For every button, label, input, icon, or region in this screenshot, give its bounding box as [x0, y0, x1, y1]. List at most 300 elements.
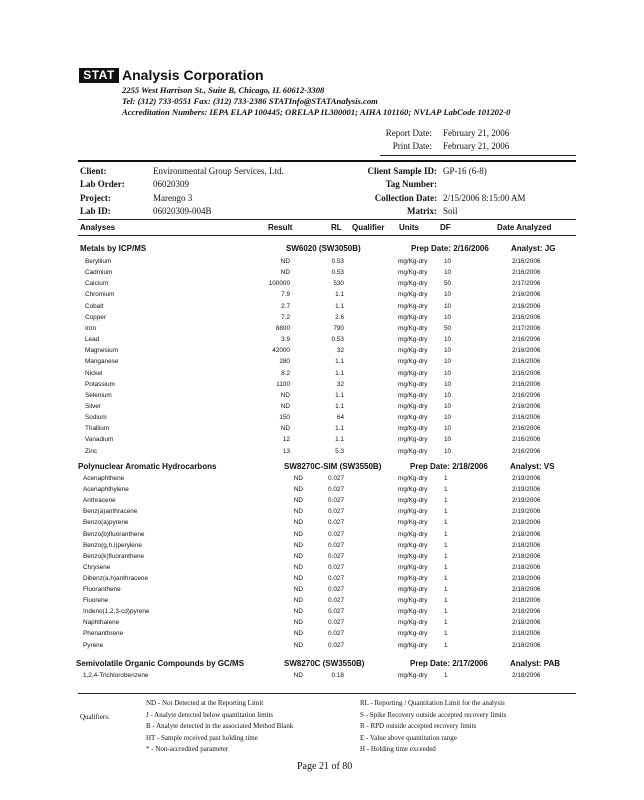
- analyte-name: Magnesium: [85, 347, 119, 355]
- company-logo: STAT: [79, 68, 119, 83]
- section-method: SW6020 (SW3050B): [286, 244, 361, 253]
- analyte-df: 10: [444, 269, 452, 277]
- table-row: [0, 595, 644, 606]
- analyte-rl: 0.027: [328, 563, 344, 571]
- analyte-result: 7.9: [281, 291, 290, 299]
- analyte-units: mg/Kg-dry: [398, 280, 428, 288]
- col-rl: RL: [331, 223, 342, 232]
- analyte-units: mg/Kg-dry: [398, 641, 428, 649]
- table-row: [0, 390, 644, 401]
- analyte-units: mg/Kg-dry: [398, 269, 428, 277]
- analyte-df: 10: [444, 258, 452, 265]
- analyte-rl: 0.027: [328, 475, 344, 482]
- analyte-result: ND: [293, 563, 303, 571]
- analyte-rl: 1.1: [335, 391, 344, 399]
- print-date-label: Print Date:: [392, 141, 432, 151]
- section-title: Polynuclear Aromatic Hydrocarbons: [78, 462, 217, 471]
- analyte-units: mg/Kg-dry: [398, 541, 428, 549]
- analyte-result: ND: [293, 608, 303, 616]
- section-analyst: Analyst: JG: [511, 244, 556, 253]
- analyte-date-analyzed: 2/16/2006: [512, 402, 541, 410]
- client-sample-label: Client Sample ID:: [367, 166, 437, 176]
- analyte-date-analyzed: 2/18/2006: [512, 619, 541, 627]
- section-analyst: Analyst: VS: [510, 462, 555, 471]
- analyte-date-analyzed: 2/18/2006: [512, 574, 541, 582]
- analyte-date-analyzed: 2/18/2006: [512, 586, 541, 593]
- table-row: [0, 584, 644, 595]
- qualifier-left: HT - Sample received past holding time: [146, 734, 258, 742]
- analyte-units: mg/Kg-dry: [398, 486, 428, 494]
- divider-header: [78, 160, 576, 162]
- analyte-df: 10: [444, 358, 452, 366]
- analyte-df: 10: [444, 425, 452, 433]
- analyte-result: ND: [280, 258, 290, 265]
- analyte-date-analyzed: 2/16/2006: [512, 414, 541, 422]
- table-row: [0, 334, 644, 345]
- analyte-result: 150: [279, 414, 290, 422]
- section-title: Metals by ICP/MS: [80, 244, 147, 253]
- table-row: [0, 640, 644, 651]
- analyte-result: ND: [293, 597, 303, 605]
- analyte-date-analyzed: 2/16/2006: [512, 391, 541, 399]
- analyte-df: 10: [444, 369, 452, 377]
- analyte-df: 10: [444, 436, 452, 444]
- analyte-rl: 1.1: [335, 358, 344, 366]
- table-row: [0, 323, 644, 334]
- analyte-units: mg/Kg-dry: [398, 336, 428, 344]
- analyte-date-analyzed: 2/18/2006: [512, 608, 541, 616]
- analyte-rl: 790: [333, 324, 344, 332]
- table-row: [0, 517, 644, 528]
- analyte-name: Beryllium: [85, 258, 112, 265]
- company-name: Analysis Corporation: [122, 67, 264, 83]
- analyte-result: ND: [280, 402, 290, 410]
- analyte-result: ND: [280, 269, 290, 277]
- analyte-result: 13: [282, 447, 290, 455]
- table-row: [0, 628, 644, 639]
- analyte-df: 50: [444, 280, 452, 288]
- analyte-rl: 1.1: [335, 436, 344, 444]
- qualifier-right: H - Holding time exceeded: [360, 745, 436, 753]
- analyte-df: 1: [444, 672, 448, 679]
- table-row: [0, 473, 644, 484]
- analyte-name: Acenaphthene: [83, 475, 125, 482]
- analyte-df: 1: [444, 619, 448, 627]
- matrix-label: Matrix:: [407, 206, 437, 216]
- analyte-name: Benzo(k)fluoranthene: [83, 552, 145, 560]
- analyte-df: 10: [444, 313, 452, 321]
- analyte-name: Dibenz(a,h)anthracene: [83, 574, 149, 582]
- analyte-df: 10: [444, 347, 452, 355]
- analyte-df: 1: [444, 563, 448, 571]
- table-row: [0, 446, 644, 457]
- matrix-value: Soil: [443, 206, 458, 216]
- analyte-units: mg/Kg-dry: [398, 436, 428, 444]
- analyte-units: mg/Kg-dry: [398, 552, 428, 560]
- analyte-rl: 0.027: [328, 508, 344, 516]
- analyte-result: ND: [293, 530, 303, 538]
- analyte-date-analyzed: 2/18/2006: [512, 563, 541, 571]
- table-row: [0, 412, 644, 423]
- table-row: [0, 267, 644, 278]
- table-row: [0, 312, 644, 323]
- analyte-result: 100000: [268, 280, 290, 288]
- analyte-units: mg/Kg-dry: [398, 475, 428, 482]
- analyte-name: Chrysene: [83, 563, 111, 571]
- analyte-rl: 0.53: [331, 336, 344, 344]
- analyte-date-analyzed: 2/16/2006: [512, 291, 541, 299]
- analyte-rl: 64: [336, 414, 344, 422]
- analyte-df: 1: [444, 574, 448, 582]
- analyte-date-analyzed: 2/18/2006: [512, 530, 541, 538]
- analyte-units: mg/Kg-dry: [398, 380, 428, 388]
- analyte-rl: 1.1: [335, 425, 344, 433]
- analyte-rl: 1.1: [335, 302, 344, 310]
- analyte-name: Cobalt: [85, 302, 104, 310]
- analyte-df: 10: [444, 391, 452, 399]
- analyte-name: Nickel: [85, 369, 103, 377]
- qualifier-right: R - RPD outside accepted recovery limits: [360, 722, 477, 730]
- analyte-name: Lead: [85, 336, 100, 344]
- analyte-name: Selenium: [85, 391, 112, 399]
- analyte-rl: 2.6: [335, 313, 344, 321]
- analyte-name: Benz(a)anthracene: [83, 508, 138, 516]
- analyte-rl: 0.027: [328, 619, 344, 627]
- analyte-units: mg/Kg-dry: [398, 391, 428, 399]
- analyte-units: mg/Kg-dry: [398, 519, 428, 527]
- qualifier-left: B - Analyte detected in the associated Method Blank: [146, 722, 294, 730]
- divider-dates: [380, 155, 576, 156]
- analyte-units: mg/Kg-dry: [398, 672, 428, 679]
- analyte-name: Chromium: [85, 291, 115, 299]
- analyte-name: Iron: [85, 324, 97, 332]
- analyte-name: Thallium: [85, 425, 110, 433]
- analyte-result: ND: [280, 391, 290, 399]
- table-row: [0, 617, 644, 628]
- analyte-result: ND: [293, 641, 303, 649]
- analyte-df: 1: [444, 552, 448, 560]
- analyte-result: ND: [293, 586, 303, 593]
- page-number: Page 21 of 80: [297, 761, 353, 772]
- analyte-units: mg/Kg-dry: [398, 313, 428, 321]
- report-date-value: February 21, 2006: [443, 128, 510, 138]
- analyte-name: Cadmium: [85, 269, 113, 277]
- analyte-name: Phenanthrene: [83, 630, 124, 638]
- analyte-name: Indeno(1,2,3-cd)pyrene: [83, 608, 150, 616]
- analyte-result: 8800: [275, 324, 290, 332]
- section-prep-date: Prep Date: 2/17/2006: [410, 659, 488, 668]
- analyte-result: 2.7: [281, 302, 290, 310]
- analyte-result: ND: [293, 619, 303, 627]
- col-qualifier: Qualifier: [352, 223, 385, 232]
- analyte-df: 1: [444, 497, 448, 505]
- analyte-date-analyzed: 2/19/2006: [512, 486, 541, 494]
- col-date-analyzed: Date Analyzed: [497, 223, 552, 232]
- col-units: Units: [399, 223, 419, 232]
- analyte-df: 50: [444, 324, 452, 332]
- analyte-date-analyzed: 2/19/2006: [512, 475, 541, 482]
- analyte-units: mg/Kg-dry: [398, 369, 428, 377]
- client-label: Client:: [80, 166, 107, 176]
- analyte-result: ND: [293, 475, 303, 482]
- analyte-units: mg/Kg-dry: [398, 324, 428, 332]
- analyte-rl: 0.53: [331, 258, 344, 265]
- analyte-rl: 5.3: [335, 447, 344, 455]
- analyte-name: Acenaphthylene: [83, 486, 129, 494]
- analyte-date-analyzed: 2/16/2006: [512, 347, 541, 355]
- analyte-date-analyzed: 2/16/2006: [512, 258, 541, 265]
- analyte-name: Benzo(a)pyrene: [83, 519, 129, 527]
- analyte-units: mg/Kg-dry: [398, 358, 428, 366]
- analyte-units: mg/Kg-dry: [398, 302, 428, 310]
- table-row: [0, 434, 644, 445]
- accreditation-numbers: Accreditation Numbers: IEPA ELAP 100445; ORELAP IL300001; AIHA 101160; NVLAP LabCode 101202-0: [122, 107, 511, 117]
- lab-order-label: Lab Order:: [80, 179, 125, 189]
- analyte-date-analyzed: 2/18/2006: [512, 552, 541, 560]
- analyte-units: mg/Kg-dry: [398, 530, 428, 538]
- analyte-name: Silver: [85, 402, 101, 410]
- analyte-df: 1: [444, 630, 448, 638]
- table-row: [0, 562, 644, 573]
- analyte-result: 12: [282, 436, 290, 444]
- analyte-units: mg/Kg-dry: [398, 563, 428, 571]
- lab-id-label: Lab ID:: [80, 206, 111, 216]
- analyte-name: Benzo(b)fluoranthene: [83, 530, 145, 538]
- section-method: SW8270C (SW3550B): [284, 659, 365, 668]
- analyte-rl: 0.027: [328, 519, 344, 527]
- analyte-df: 1: [444, 641, 448, 649]
- analyte-rl: 0.027: [328, 497, 344, 505]
- analyte-date-analyzed: 2/18/2006: [512, 597, 541, 605]
- analyte-df: 1: [444, 608, 448, 616]
- col-analyses: Analyses: [80, 223, 116, 232]
- qualifier-left: ND - Not Detected at the Reporting Limit: [146, 699, 264, 707]
- analyte-result: ND: [293, 552, 303, 560]
- project-value: Marengo 3: [153, 193, 193, 203]
- analyte-df: 10: [444, 414, 452, 422]
- analyte-date-analyzed: 2/18/2006: [512, 541, 541, 549]
- table-row: [0, 540, 644, 551]
- analyte-result: ND: [293, 672, 303, 679]
- table-row: [0, 484, 644, 495]
- analyte-date-analyzed: 2/16/2006: [512, 380, 541, 388]
- col-df: DF: [440, 223, 451, 232]
- table-row: [0, 356, 644, 367]
- collection-date-label: Collection Date:: [374, 193, 437, 203]
- analyte-df: 1: [444, 475, 448, 482]
- table-row: [0, 401, 644, 412]
- analyte-date-analyzed: 2/16/2006: [512, 358, 541, 366]
- qualifier-right: S - Spike Recovery outside accepted recovery limits: [360, 711, 507, 719]
- analyte-units: mg/Kg-dry: [398, 574, 428, 582]
- analyte-units: mg/Kg-dry: [398, 586, 428, 593]
- analyte-df: 1: [444, 508, 448, 516]
- table-row: [0, 506, 644, 517]
- col-result: Result: [268, 223, 293, 232]
- qualifier-right: RL - Reporting / Quantitation Limit for the analysis: [360, 699, 505, 707]
- analyte-name: Manganese: [85, 358, 119, 366]
- tag-number-label: Tag Number:: [385, 179, 437, 189]
- analyte-rl: 32: [336, 347, 344, 355]
- qualifier-left: * - Non-accredited parameter: [146, 745, 229, 753]
- table-row: [0, 289, 644, 300]
- analyte-df: 1: [444, 519, 448, 527]
- analyte-date-analyzed: 2/16/2006: [512, 302, 541, 310]
- analyte-rl: 32: [336, 380, 344, 388]
- table-row: [0, 670, 644, 681]
- table-row: [0, 551, 644, 562]
- analyte-date-analyzed: 2/18/2006: [512, 641, 541, 649]
- analyte-df: 10: [444, 291, 452, 299]
- analyte-units: mg/Kg-dry: [398, 402, 428, 410]
- section-method: SW8270C-SIM (SW3550B): [284, 462, 382, 471]
- analyte-result: 280: [279, 358, 290, 366]
- divider-meta: [78, 219, 576, 220]
- analyte-result: ND: [293, 486, 303, 494]
- analyte-date-analyzed: 2/16/2006: [512, 336, 541, 344]
- table-row: [0, 606, 644, 617]
- analyte-rl: 530: [333, 280, 344, 288]
- analyte-rl: 0.027: [328, 530, 344, 538]
- table-row: [0, 423, 644, 434]
- analyte-units: mg/Kg-dry: [398, 447, 428, 455]
- analyte-result: 42000: [272, 347, 290, 355]
- report-date-label: Report Date:: [385, 128, 432, 138]
- analyte-units: mg/Kg-dry: [398, 619, 428, 627]
- analyte-df: 10: [444, 336, 452, 344]
- analyte-units: mg/Kg-dry: [398, 597, 428, 605]
- analyte-units: mg/Kg-dry: [398, 347, 428, 355]
- table-row: [0, 368, 644, 379]
- analyte-result: ND: [293, 630, 303, 638]
- analyte-rl: 0.027: [328, 552, 344, 560]
- table-row: [0, 529, 644, 540]
- section-analyst: Analyst: PAB: [510, 659, 561, 668]
- client-value: Environmental Group Services, Ltd.: [153, 166, 284, 176]
- collection-date-value: 2/15/2006 8:15:00 AM: [443, 193, 526, 203]
- section-prep-date: Prep Date: 2/16/2006: [411, 244, 489, 253]
- analyte-rl: 0.027: [328, 586, 344, 593]
- analyte-units: mg/Kg-dry: [398, 630, 428, 638]
- table-row: [0, 573, 644, 584]
- analyte-result: ND: [280, 425, 290, 433]
- table-row: [0, 301, 644, 312]
- analyte-df: 10: [444, 402, 452, 410]
- analyte-units: mg/Kg-dry: [398, 508, 428, 516]
- table-row: [0, 345, 644, 356]
- client-sample-value: GP-16 (6-8): [443, 166, 487, 176]
- analyte-name: Naphthalene: [83, 619, 120, 627]
- analyte-name: Potassium: [85, 380, 115, 388]
- analyte-df: 1: [444, 530, 448, 538]
- analyte-result: 1100: [276, 380, 290, 388]
- analyte-date-analyzed: 2/16/2006: [512, 447, 541, 455]
- analyte-name: Calcium: [85, 280, 109, 288]
- qualifier-left: J - Analyte detected below quantitation limits: [146, 711, 274, 719]
- analyte-rl: 0.027: [328, 541, 344, 549]
- analyte-rl: 0.027: [328, 597, 344, 605]
- analyte-result: ND: [293, 497, 303, 505]
- analyte-name: Pyrene: [83, 641, 104, 649]
- analyte-units: mg/Kg-dry: [398, 414, 428, 422]
- analyte-units: mg/Kg-dry: [398, 258, 428, 265]
- analyte-df: 1: [444, 486, 448, 494]
- qualifier-right: E - Value above quantitation range: [360, 734, 457, 742]
- table-row: [0, 278, 644, 289]
- analyte-name: 1,2,4-Trichlorobenzene: [83, 672, 149, 679]
- analyte-result: ND: [293, 541, 303, 549]
- company-address: 2255 West Harrison St., Suite B, Chicago, IL 60612-3308: [122, 85, 325, 95]
- analyte-date-analyzed: 2/18/2006: [512, 630, 541, 638]
- analyte-result: ND: [293, 508, 303, 516]
- analyte-name: Copper: [85, 313, 106, 321]
- analyte-df: 10: [444, 380, 452, 388]
- analyte-units: mg/Kg-dry: [398, 497, 428, 505]
- analyte-date-analyzed: 2/17/2006: [512, 324, 541, 332]
- analyte-name: Fluorene: [83, 597, 109, 605]
- project-label: Project:: [80, 193, 111, 203]
- table-row: [0, 495, 644, 506]
- table-row: [0, 256, 644, 267]
- analyte-units: mg/Kg-dry: [398, 291, 428, 299]
- analyte-name: Benzo(g,h,i)perylene: [83, 541, 142, 549]
- analyte-result: ND: [293, 574, 303, 582]
- analyte-rl: 0.027: [328, 574, 344, 582]
- analyte-date-analyzed: 2/19/2006: [512, 508, 541, 516]
- analyte-date-analyzed: 2/16/2006: [512, 436, 541, 444]
- analyte-rl: 1.1: [335, 402, 344, 410]
- analyte-date-analyzed: 2/18/2006: [512, 672, 541, 679]
- analyte-rl: 1.1: [335, 291, 344, 299]
- analyte-date-analyzed: 2/16/2006: [512, 425, 541, 433]
- section-title: Semivolatile Organic Compounds by GC/MS: [76, 659, 245, 668]
- divider-columns: [78, 235, 576, 236]
- analyte-rl: 0.18: [331, 672, 344, 679]
- qualifiers-label: Qualifiers:: [80, 713, 110, 721]
- analyte-result: 3.9: [281, 336, 290, 344]
- section-prep-date: Prep Date: 2/18/2006: [410, 462, 488, 471]
- analyte-units: mg/Kg-dry: [398, 608, 428, 616]
- analyte-name: Fluoranthene: [83, 586, 121, 593]
- divider-footer: [78, 693, 576, 694]
- analyte-result: ND: [293, 519, 303, 527]
- analyte-rl: 0.027: [328, 486, 344, 494]
- analyte-date-analyzed: 2/19/2006: [512, 497, 541, 505]
- analyte-rl: 0.53: [331, 269, 344, 277]
- analyte-date-analyzed: 2/16/2006: [512, 269, 541, 277]
- analyte-units: mg/Kg-dry: [398, 425, 428, 433]
- analyte-rl: 1.1: [335, 369, 344, 377]
- analyte-name: Sodium: [85, 414, 107, 422]
- analyte-df: 1: [444, 586, 448, 593]
- analyte-name: Vanadium: [85, 436, 114, 444]
- analyte-name: Zinc: [85, 447, 98, 455]
- analyte-date-analyzed: 2/16/2006: [512, 369, 541, 377]
- analyte-date-analyzed: 2/18/2006: [512, 519, 541, 527]
- analyte-result: 7.2: [281, 313, 290, 321]
- analyte-df: 1: [444, 597, 448, 605]
- analyte-df: 1: [444, 541, 448, 549]
- print-date-value: February 21, 2006: [443, 141, 510, 151]
- analyte-rl: 0.027: [328, 641, 344, 649]
- analyte-date-analyzed: 2/16/2006: [512, 313, 541, 321]
- analyte-date-analyzed: 2/17/2006: [512, 280, 541, 288]
- analyte-rl: 0.027: [328, 608, 344, 616]
- analyte-rl: 0.027: [328, 630, 344, 638]
- company-phone: Tel: (312) 733-0551 Fax: (312) 733-2386 STATInfo@STATAnalysis.com: [122, 96, 378, 106]
- analyte-df: 10: [444, 447, 452, 455]
- lab-order-value: 06020309: [153, 179, 189, 189]
